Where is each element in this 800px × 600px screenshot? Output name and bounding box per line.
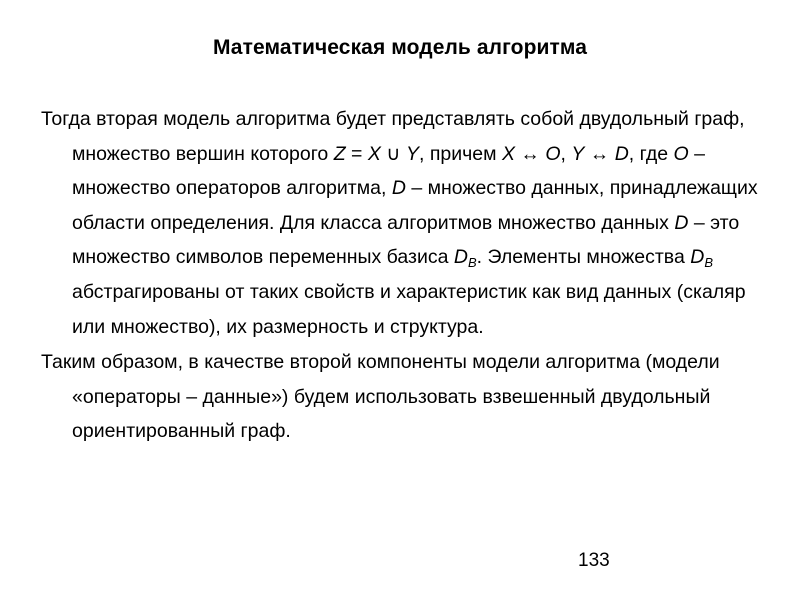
text-span: , где xyxy=(628,142,674,165)
math-symbol: O xyxy=(545,142,561,165)
text-span: – это множество символов переменных базиса xyxy=(72,211,740,269)
slide-title: Математическая модель алгоритма xyxy=(212,36,588,59)
math-symbol: Y xyxy=(405,142,419,165)
text-span: , xyxy=(560,142,572,165)
text-span: ∪ xyxy=(380,142,406,165)
math-symbol: D xyxy=(674,211,689,234)
math-symbol: X xyxy=(501,142,515,165)
math-symbol: D xyxy=(391,177,406,200)
text-span: – множество операторов алгоритма, xyxy=(72,142,705,200)
math-symbol: D xyxy=(614,142,629,165)
math-subscript: B xyxy=(704,255,713,271)
math-symbol: D xyxy=(690,246,705,269)
math-symbol: Y xyxy=(571,142,585,165)
text-span: ↔ xyxy=(514,142,546,165)
math-symbol: X xyxy=(367,142,381,165)
text-span: абстрагированы от таких свойств и характеристик как вид данных (скаляр или множество), их размерность и структура. xyxy=(72,280,746,338)
math-symbol: O xyxy=(673,142,689,165)
slide-body xyxy=(41,102,761,449)
text-span: Тогда вторая модель алгоритма будет представлять собой двудольный граф, множество вершин которого xyxy=(41,108,745,165)
text-span: – множество данных, принадлежащих области определения. Для класса алгоритмов множество данных xyxy=(72,177,758,234)
page-number: 133 xyxy=(578,550,610,571)
text-span: Таким образом, в качестве второй компоненты модели алгоритма (модели «операторы – данные») будем использовать взвешенный двудольный ориентированный граф. xyxy=(41,351,720,443)
paragraph-bipartite-graph xyxy=(41,102,761,344)
text-span: , причем xyxy=(419,142,502,165)
math-symbol: Z xyxy=(333,142,346,165)
text-span: ↔ xyxy=(584,142,615,165)
text-span: = xyxy=(345,142,368,165)
math-symbol: D xyxy=(453,246,468,269)
math-subscript: B xyxy=(467,255,477,271)
text-span: . Элементы множества xyxy=(476,246,691,269)
paragraph-conclusion xyxy=(41,345,761,449)
